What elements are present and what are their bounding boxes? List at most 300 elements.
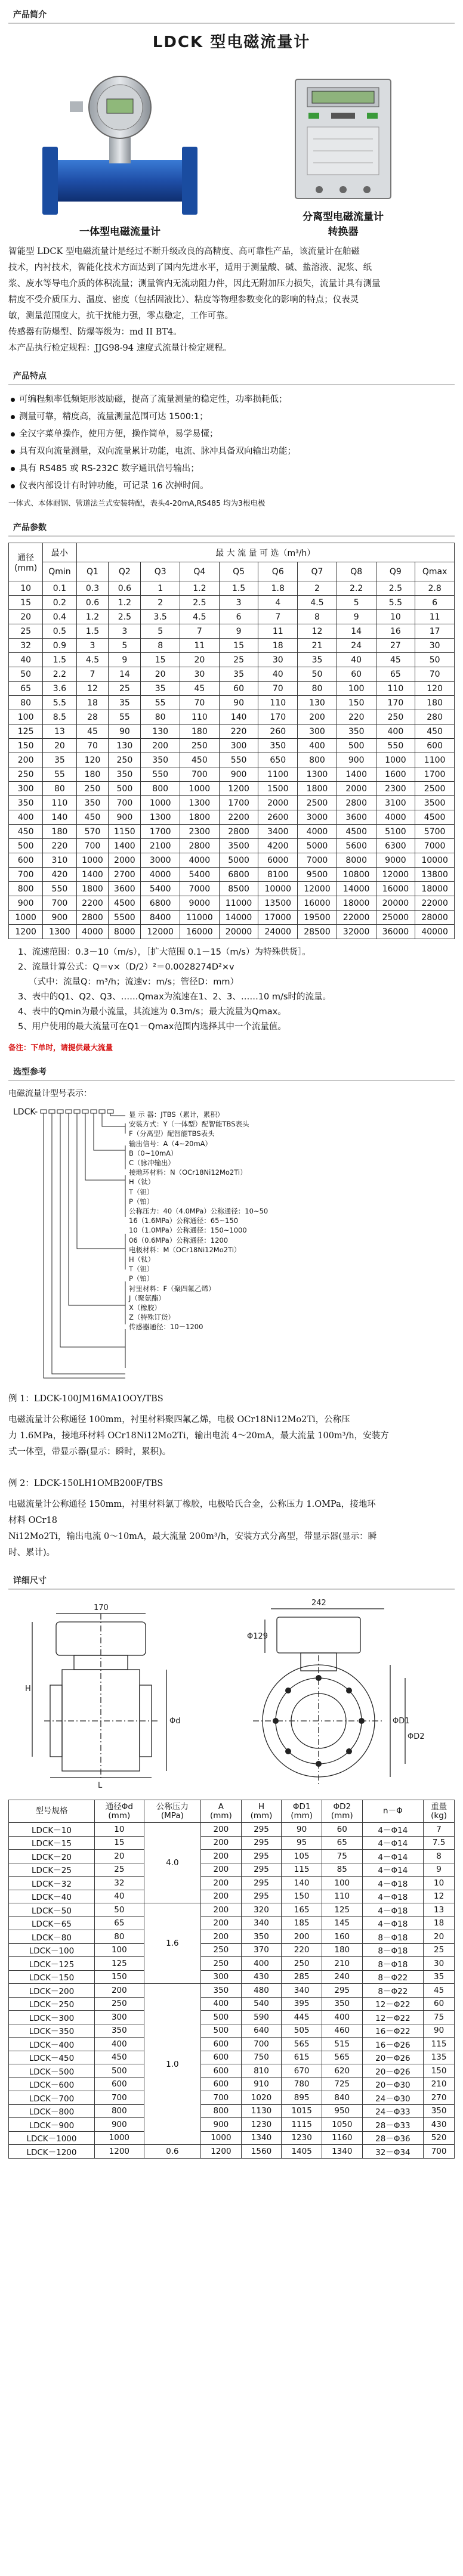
table-cell: 550 (141, 767, 180, 782)
example-line: 力 1.6MPa，接地环材料 OCr18Ni12Mo2Ti，输出电流 4～20mA，最大流量 100m³/h，安装方 (8, 1431, 389, 1441)
table-cell: 9 (109, 653, 141, 667)
table-cell: 200 (201, 1916, 242, 1930)
table-cell: 1100 (258, 767, 298, 782)
table-cell: 12 (424, 1890, 455, 1903)
table-cell: 295 (241, 1850, 282, 1863)
table-row (9, 2051, 455, 2064)
param-note: 1、流速范围：0.3－10（m/s），［扩大范围 0.1－15（m/s）为特殊供货］。 (18, 948, 311, 957)
table-cell: 12－Φ22 (362, 2011, 424, 2024)
table-cell: 5.5 (376, 596, 415, 610)
table-cell: 4500 (109, 896, 141, 911)
table-cell: 1230 (241, 2118, 282, 2132)
table-cell: 20 (424, 1930, 455, 1944)
legend-item: 安装方式：Y（一体型）配智能TBS表头 (129, 1120, 249, 1129)
legend-item: 10（1.0MPa）公称通径：150~1000 (129, 1226, 247, 1235)
table-cell: 8－Φ22 (362, 1970, 424, 1984)
table-cell: 150 (337, 696, 376, 710)
table-cell: LDCK－50 (9, 1903, 95, 1917)
intro-text (8, 244, 455, 357)
table-cell: 450 (9, 825, 43, 839)
table-row (9, 724, 455, 739)
table-cell: 900 (94, 2118, 144, 2132)
table-cell: 10000 (258, 882, 298, 896)
table-cell: 1000 (9, 911, 43, 925)
table-cell: 5 (109, 639, 141, 653)
table-cell: 1000 (180, 782, 220, 796)
table-cell: 32 (94, 1877, 144, 1890)
table-cell: 80 (94, 1930, 144, 1944)
table-cell: 1800 (180, 810, 220, 825)
column-label: Q2 (109, 562, 141, 581)
flow-range-table (8, 543, 455, 939)
table-cell: 3 (76, 639, 109, 653)
table-cell: 10 (424, 1877, 455, 1890)
table-cell: 6 (219, 610, 258, 624)
table-cell: 180 (322, 1943, 362, 1957)
table-cell: 0.2 (43, 596, 76, 610)
table-row (9, 1836, 455, 1850)
table-cell: 60 (337, 667, 376, 682)
table-row (9, 896, 455, 911)
table-cell: 900 (109, 810, 141, 825)
table-cell: 300 (219, 739, 258, 753)
table-cell: 3100 (376, 796, 415, 810)
table-cell: 55 (43, 767, 76, 782)
table-cell: 20 (9, 610, 43, 624)
dim-242-label: 242 (311, 1599, 326, 1608)
table-row (9, 2064, 455, 2078)
table-cell: 100 (94, 1943, 144, 1957)
table-cell: 800 (9, 882, 43, 896)
example-line: 电磁流量计公称通径 150mm，衬里材料氯丁橡胶，电极哈氏合金，公称压力 1.OMPa，接地环 (8, 1500, 376, 1509)
example-line: 时、累计)。 (8, 1548, 55, 1558)
table-cell: 0.1 (43, 581, 76, 596)
table-cell: 45 (424, 1984, 455, 1998)
table-cell: 400 (322, 2011, 362, 2024)
table-cell: 600 (415, 739, 455, 753)
table-cell: 1050 (322, 2118, 362, 2132)
table-cell: 1100 (415, 753, 455, 767)
column-header: n－Φ (362, 1800, 424, 1823)
dim-d2-label: ΦD2 (408, 1732, 425, 1741)
table-cell: 150 (94, 1970, 144, 1984)
table-cell: 22000 (337, 911, 376, 925)
table-cell: 1.5 (43, 653, 76, 667)
table-cell: 30 (415, 639, 455, 653)
table-cell: 570 (76, 825, 109, 839)
table-cell: 7 (180, 624, 220, 639)
table-cell: 2 (141, 596, 180, 610)
table-cell: 8 (298, 610, 337, 624)
table-cell: 1 (141, 581, 180, 596)
table-cell: 85 (322, 1863, 362, 1877)
table-cell: 3500 (415, 796, 455, 810)
table-cell: 1400 (337, 767, 376, 782)
example-1-body (8, 1412, 455, 1460)
table-cell: 250 (180, 739, 220, 753)
table-cell: 300 (9, 782, 43, 796)
legend-item: 电极材料：M（OCr18Ni12Mo2Ti） (129, 1245, 241, 1254)
table-cell: 24000 (258, 925, 298, 939)
table-row (9, 1877, 455, 1890)
table-cell: 4000 (376, 810, 415, 825)
table-cell: 220 (282, 1943, 322, 1957)
example-2 (8, 1476, 455, 1561)
table-row (9, 767, 455, 782)
param-note: 2、流量计算公式：Q＝v×（D/2）²＝0.0028274D²×v (18, 962, 234, 972)
section-intro-header: 产品简介 (13, 10, 47, 20)
dimension-drawing (8, 1596, 455, 1792)
table-cell: 445 (282, 2011, 322, 2024)
table-cell: 45 (376, 653, 415, 667)
feature-item: 具有 RS485 或 RS-232C 数字通讯信号输出； (8, 460, 455, 478)
table-cell: 1700 (415, 767, 455, 782)
table-cell: 5100 (376, 825, 415, 839)
table-cell: 350 (94, 2024, 144, 2038)
table-cell: 2.8 (415, 581, 455, 596)
table-cell: 135 (424, 2051, 455, 2064)
table-cell: 2500 (298, 796, 337, 810)
legend-item: H（钛） (129, 1178, 155, 1187)
table-cell: 35 (424, 1970, 455, 1984)
table-cell: 250 (376, 710, 415, 724)
table-cell: 25 (424, 1943, 455, 1957)
table-row (9, 2024, 455, 2038)
table-cell: 110 (376, 682, 415, 696)
table-row (9, 1916, 455, 1930)
feature-item: 可编程频率低频矩形波励磁，提高了流量测量的稳定性，功率损耗低； (8, 391, 455, 408)
table-cell: 340 (241, 1916, 282, 1930)
table-cell: 12000 (141, 925, 180, 939)
table-cell: 7 (76, 667, 109, 682)
table-cell: 200 (9, 753, 43, 767)
table-cell: 35 (109, 696, 141, 710)
example-2-body (8, 1497, 455, 1561)
table-cell: 5400 (141, 882, 180, 896)
model-legend (129, 1110, 268, 1332)
table-cell: 130 (298, 696, 337, 710)
table-cell: 150 (9, 739, 43, 753)
legend-item: 公称压力：40（4.0MPa）公称通径：10~50 (129, 1207, 268, 1216)
table-cell: 3500 (219, 839, 258, 853)
table-cell: 30 (424, 1957, 455, 1971)
product-images (8, 59, 455, 238)
table-cell: 1020 (241, 2091, 282, 2105)
diameter-header: 通径 (mm) (9, 543, 43, 581)
column-label: Qmax (415, 562, 455, 581)
table-cell: 2200 (76, 896, 109, 911)
table-cell: 3.5 (141, 610, 180, 624)
legend-item: 显 示 器：JTBS（累计，累积） (129, 1110, 224, 1119)
table-cell: 4 (258, 596, 298, 610)
table-cell: 40 (258, 667, 298, 682)
intro-line: 本产品执行检定规程：JJG98-94 速度式流量计检定规程。 (8, 343, 232, 353)
table-cell: 65 (376, 667, 415, 682)
table-cell: 16－Φ22 (362, 2024, 424, 2038)
table-cell: 210 (424, 2077, 455, 2091)
table-cell: 1130 (241, 2104, 282, 2118)
table-cell: 700 (43, 896, 76, 911)
table-cell: 350 (322, 1997, 362, 2011)
table-cell: 1000 (376, 753, 415, 767)
table-cell: 1300 (180, 796, 220, 810)
table-cell: 2800 (337, 796, 376, 810)
divider (8, 1080, 455, 1081)
model-designation-title: 电磁流量计型号表示： (8, 1089, 92, 1098)
table-cell: 6800 (219, 868, 258, 882)
table-cell: 3.6 (43, 682, 76, 696)
table-cell: 25000 (376, 911, 415, 925)
legend-item: T（钽） (129, 1187, 154, 1196)
table-cell: 130 (141, 724, 180, 739)
table-row (9, 1997, 455, 2011)
table-cell: 350 (337, 724, 376, 739)
table-cell: 2000 (109, 853, 141, 868)
legend-item: H（钛） (129, 1255, 155, 1264)
table-cell: 395 (282, 1997, 322, 2011)
table-cell: 8－Φ18 (362, 1957, 424, 1971)
divider (8, 23, 455, 24)
table-cell: LDCK－20 (9, 1850, 95, 1863)
model-prefix: LDCK- (13, 1107, 38, 1117)
table-cell: 0.6 (109, 581, 141, 596)
table-cell: 200 (94, 1984, 144, 1998)
table-cell: 250 (94, 1997, 144, 2011)
table-cell: 285 (282, 1970, 322, 1984)
table-cell: 210 (322, 1957, 362, 1971)
table-cell: 1115 (282, 2118, 322, 2132)
table-cell: 9 (219, 624, 258, 639)
dimension-table (8, 1800, 455, 2159)
table-cell: 280 (415, 710, 455, 724)
table-cell: 70 (258, 682, 298, 696)
table-cell: 6 (415, 596, 455, 610)
table-cell: 400 (298, 739, 337, 753)
table-row (9, 1890, 455, 1903)
dim-170-label: 170 (94, 1603, 109, 1612)
table-cell: 4000 (76, 925, 109, 939)
table-cell: 3600 (337, 810, 376, 825)
table-cell: 20－Φ30 (362, 2077, 424, 2091)
table-cell: 500 (337, 739, 376, 753)
table-cell: 8000 (109, 925, 141, 939)
table-cell: 4－Φ18 (362, 1890, 424, 1903)
table-cell: 20－Φ26 (362, 2051, 424, 2064)
table-cell: 9000 (180, 896, 220, 911)
table-row (9, 682, 455, 696)
table-cell: 670 (282, 2064, 322, 2078)
table-cell: 200 (201, 1877, 242, 1890)
table-cell: 10800 (337, 868, 376, 882)
table-row (9, 2091, 455, 2105)
table-cell: 4－Φ18 (362, 1903, 424, 1917)
table-cell: 20000 (219, 925, 258, 939)
table-cell: 4－Φ14 (362, 1863, 424, 1877)
column-header: ΦD1 (mm) (282, 1800, 322, 1823)
table-cell: 300 (94, 2011, 144, 2024)
table-cell: 350 (258, 739, 298, 753)
table-cell: 12000 (376, 868, 415, 882)
table-cell: 4－Φ14 (362, 1823, 424, 1837)
table-cell: 840 (322, 2091, 362, 2105)
table-cell: 900 (337, 753, 376, 767)
table-cell: 30 (180, 667, 220, 682)
table-cell: 700 (94, 2091, 144, 2105)
table-cell: LDCK－40 (9, 1890, 95, 1903)
table-cell: 3000 (141, 853, 180, 868)
table-cell: 310 (43, 853, 76, 868)
table-cell: 180 (76, 767, 109, 782)
table-cell: 10 (94, 1823, 144, 1837)
table-cell: 16－Φ26 (362, 2038, 424, 2051)
table-cell: 30 (258, 653, 298, 667)
table-row (9, 1863, 455, 1877)
table-cell: 250 (9, 767, 43, 782)
table-cell: 430 (424, 2118, 455, 2132)
table-row (9, 1970, 455, 1984)
table-cell: 800 (94, 2104, 144, 2118)
table-cell: 13 (424, 1903, 455, 1917)
table-cell: 110 (322, 1890, 362, 1903)
table-cell: 500 (9, 839, 43, 853)
divider (8, 535, 455, 537)
table-cell: 10000 (415, 853, 455, 868)
table-cell: 11 (258, 624, 298, 639)
legend-item: T（钽） (129, 1265, 154, 1274)
table-cell: 895 (282, 2091, 322, 2105)
table-cell: 14 (109, 667, 141, 682)
table-cell: 1150 (109, 825, 141, 839)
param-notes (8, 945, 455, 1035)
table-cell: 18 (424, 1916, 455, 1930)
example-line: 材料 OCr18 (8, 1516, 57, 1525)
table-cell: 750 (241, 2051, 282, 2064)
table-cell: 2800 (219, 825, 258, 839)
table-row (9, 1930, 455, 1944)
table-cell: 1300 (43, 925, 76, 939)
table-cell: 700 (424, 2145, 455, 2159)
table-cell: 295 (241, 1890, 282, 1903)
table-cell: LDCK－80 (9, 1930, 95, 1944)
table-cell: 450 (94, 2051, 144, 2064)
table-cell: 1.8 (258, 581, 298, 596)
column-header: A (mm) (201, 1800, 242, 1823)
section-features-header: 产品特点 (13, 371, 47, 381)
table-cell: 2 (298, 581, 337, 596)
intro-line: 智能型 LDCK 型电磁流量计是经过不断升级改良的高精度、高可靠性产品，该流量计在舶磁 (8, 247, 360, 256)
feature-item: 测量可靠，精度高，流量测量范围可达 1500:1； (8, 408, 455, 426)
table-cell: 8.5 (43, 710, 76, 724)
table-cell: 60 (424, 1997, 455, 2011)
table-cell: 2300 (180, 825, 220, 839)
table-cell: 12 (76, 682, 109, 696)
table-cell: 4－Φ18 (362, 1916, 424, 1930)
table-cell: 270 (424, 2091, 455, 2105)
table-row (9, 667, 455, 682)
table-cell: 28000 (415, 911, 455, 925)
table-cell: 300 (298, 724, 337, 739)
table-cell: 250 (201, 1957, 242, 1971)
dim-d1-label: ΦD1 (393, 1717, 410, 1726)
table-cell: 180 (415, 696, 455, 710)
table-cell: 4000 (141, 868, 180, 882)
column-label: Q9 (376, 562, 415, 581)
table-cell: 75 (322, 1850, 362, 1863)
table-cell: 65 (322, 1836, 362, 1850)
table-cell: 600 (94, 2077, 144, 2091)
table-cell: 0.9 (43, 639, 76, 653)
table-cell: 5500 (109, 911, 141, 925)
table-cell: 910 (241, 2077, 282, 2091)
table-cell: 55 (109, 710, 141, 724)
table-cell: 400 (94, 2038, 144, 2051)
table-cell: 400 (376, 724, 415, 739)
table-cell: 2.5 (376, 581, 415, 596)
table-cell: 21 (298, 639, 337, 653)
table-cell: 420 (43, 868, 76, 882)
table-cell: 500 (94, 2064, 144, 2078)
table-cell: 565 (282, 2038, 322, 2051)
table-cell: 120 (76, 753, 109, 767)
table-cell: 90 (424, 2024, 455, 2038)
table-cell: 60 (219, 682, 258, 696)
table-cell: 500 (109, 782, 141, 796)
table-cell: 1300 (298, 767, 337, 782)
table-cell: 13500 (258, 896, 298, 911)
table-cell: 1500 (258, 782, 298, 796)
intro-line: 技术，内衬技术，智能化技术方面达到了国内先进水平，适用于测量酸、碱、盐溶液、泥浆、纸 (8, 263, 372, 273)
table-row (9, 2104, 455, 2118)
table-cell: 14000 (219, 911, 258, 925)
table-cell: 160 (322, 1930, 362, 1944)
table-cell: 260 (258, 724, 298, 739)
table-row (9, 782, 455, 796)
table-cell: 200 (201, 1890, 242, 1903)
table-cell: 2500 (415, 782, 455, 796)
table-cell: 480 (241, 1984, 282, 1998)
table-cell: 1800 (76, 882, 109, 896)
table-cell: 2700 (109, 868, 141, 882)
table-cell: 650 (258, 753, 298, 767)
table-cell: 50 (9, 667, 43, 682)
table-cell: 1.2 (109, 596, 141, 610)
page-title: LDCK 型电磁流量计 (152, 33, 311, 51)
integrated-meter (21, 70, 218, 238)
table-row (9, 882, 455, 896)
table-cell: 110 (258, 696, 298, 710)
table-cell: 1.2 (180, 581, 220, 596)
table-cell: 140 (43, 810, 76, 825)
table-cell: 19500 (298, 911, 337, 925)
table-cell: 700 (241, 2038, 282, 2051)
table-cell: 590 (241, 2011, 282, 2024)
table-row (9, 2011, 455, 2024)
table-cell: 150 (424, 2064, 455, 2078)
example-line: Ni12Mo2Ti，输出电流 0～10mA，最大流量 200m³/h，安装方式分离型，带显示器(显示：瞬 (8, 1532, 377, 1541)
table-cell: 11 (415, 610, 455, 624)
table-cell: 9 (424, 1863, 455, 1877)
table-cell: 7000 (415, 839, 455, 853)
param-note: 3、表中的Q1、Q2、Q3、……Qmax为流速在1、2、3、……10 m/s时的流量。 (18, 992, 331, 1002)
table-cell: 5700 (415, 825, 455, 839)
table-row (9, 796, 455, 810)
table-cell: 460 (322, 2024, 362, 2038)
table-cell: 90 (282, 1823, 322, 1837)
feature-item: 全汉字菜单操作，使用方便，操作简单，易学易懂； (8, 426, 455, 443)
table-cell: 110 (43, 796, 76, 810)
table-row (9, 610, 455, 624)
table-cell: 430 (241, 1970, 282, 1984)
